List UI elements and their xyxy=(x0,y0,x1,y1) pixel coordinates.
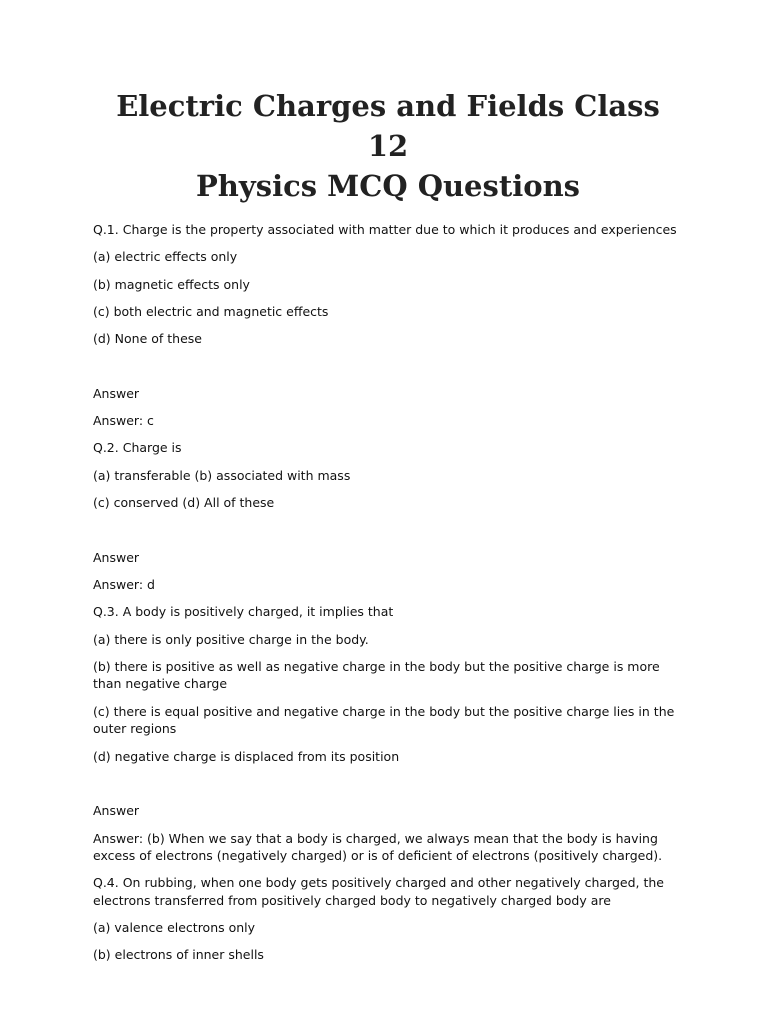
page-title xyxy=(93,86,683,206)
option-text: (c) there is equal positive and negative charge in the body but the positive charge lies in the outer regions xyxy=(93,703,675,737)
title-line-2: Physics MCQ Questions xyxy=(196,169,580,203)
section-spacer xyxy=(93,775,683,802)
question-list xyxy=(93,221,683,964)
question-text: Q.4. On rubbing, when one body gets positively charged and other negatively charged, the electrons transferred from positively charged body to negatively charged body are xyxy=(93,875,664,908)
option-text: (b) magnetic effects only xyxy=(93,276,250,292)
answer-heading: Answer xyxy=(93,549,140,565)
title-line-1: Electric Charges and Fields Class 12 xyxy=(116,89,660,163)
answer-heading: Answer xyxy=(93,385,140,401)
question-text: Q.2. Charge is xyxy=(93,440,182,456)
answer-text: Answer: c xyxy=(93,413,154,429)
answer-text: Answer: (b) When we say that a body is charged, we always mean that the body is having excess of electrons (negatively charged) or is of deficient of electrons (positively charged). xyxy=(93,830,663,864)
option-text: (a) electric effects only xyxy=(93,249,238,265)
option-text: (d) None of these xyxy=(93,331,202,347)
option-text: (a) valence electrons only xyxy=(93,920,256,936)
document-page xyxy=(93,86,683,974)
question-text: Q.3. A body is positively charged, it implies that xyxy=(93,604,394,620)
option-text: (a) transferable (b) associated with mass xyxy=(93,467,351,483)
option-text: (b) electrons of inner shells xyxy=(93,947,264,963)
option-text: (b) there is positive as well as negative charge in the body but the positive charge is more than negative charge xyxy=(93,658,660,692)
section-spacer xyxy=(93,521,683,548)
section-spacer xyxy=(93,357,683,384)
question-text: Q.1. Charge is the property associated with matter due to which it produces and experiences xyxy=(93,222,677,237)
option-text: (d) negative charge is displaced from its position xyxy=(93,748,400,764)
answer-text: Answer: d xyxy=(93,577,155,593)
option-text: (c) conserved (d) All of these xyxy=(93,495,275,511)
answer-heading: Answer xyxy=(93,803,140,819)
option-text: (a) there is only positive charge in the body. xyxy=(93,631,369,647)
option-text: (c) both electric and magnetic effects xyxy=(93,303,329,319)
